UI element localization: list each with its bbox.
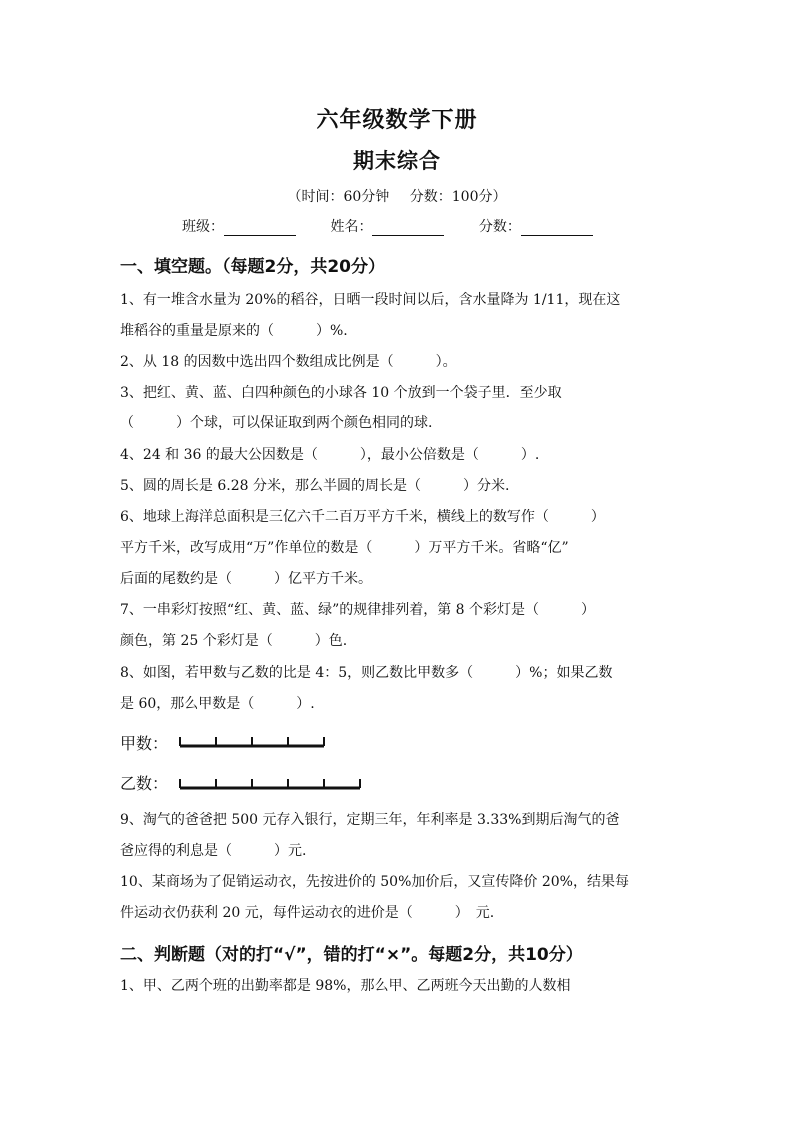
score-label: 分数：	[478, 219, 521, 235]
question-line: 8、如图，若甲数与乙数的比是 4：5，则乙数比甲数多（ ）%；如果乙数	[120, 665, 613, 681]
yi-segment-bar	[180, 779, 360, 788]
question-line: 堆稻谷的重量是原来的（ ）%.	[120, 323, 348, 339]
question-line: 9、淘气的爸爸把 500 元存入银行，定期三年，年利率是 3.33%到期后淘气的爸	[120, 812, 620, 828]
score-info: 分数：100分）	[409, 189, 507, 205]
class-label: 班级：	[182, 219, 224, 235]
exam-title: 六年级数学下册	[316, 108, 478, 133]
question-line: 2、从 18 的因数中选出四个数组成比例是（ ）。	[120, 354, 457, 370]
question-line: 10、某商场为了促销运动衣，先按进价的 50%加价后，又宣传降价 20%，结果每	[120, 874, 629, 890]
question-line: 件运动衣仍获利 20 元，每件运动衣的进价是（ ） 元.	[120, 905, 495, 921]
question-line: 3、把红、黄、蓝、白四种颜色的小球各 10 个放到一个袋子里．至少取	[120, 385, 562, 401]
question-line: 爸应得的利息是（ ）元.	[120, 843, 307, 859]
question-line: 1、甲、乙两个班的出勤率都是 98%，那么甲、乙两班今天出勤的人数相	[120, 978, 571, 994]
time-info: （时间：60分钟	[287, 189, 390, 205]
section1-heading: 一、填空题。（每题2分，共20分）	[120, 257, 385, 277]
question-line: 5、圆的周长是 6.28 分米，那么半圆的周长是（ ）分米.	[120, 478, 510, 494]
question-line: 7、一串彩灯按照“红、黄、蓝、绿”的规律排列着，第 8 个彩灯是（ ）	[120, 602, 596, 618]
question-line: 1、有一堆含水量为 20%的稻谷，日晒一段时间以后，含水量降为 1/11，现在这	[120, 292, 621, 308]
question-line: 平方千米，改写成用“万”作单位的数是（ ）万平方千米。省略“亿”	[120, 540, 569, 556]
question-line: 后面的尾数约是（ ）亿平方千米。	[120, 571, 372, 587]
question-line: 颜色，第 25 个彩灯是（ ）色.	[120, 633, 348, 649]
jia-segment-bar	[180, 737, 324, 746]
name-label: 姓名：	[330, 219, 373, 235]
question-line: 是 60，那么甲数是（ ）.	[120, 696, 315, 712]
question-line: 4、24 和 36 的最大公因数是（ ），最小公倍数是（ ）.	[120, 447, 540, 463]
question-line: （ ）个球，可以保证取到两个颜色相同的球.	[120, 415, 433, 431]
exam-subtitle: 期末综合	[353, 149, 441, 173]
jia-label: 甲数：	[120, 734, 169, 753]
yi-label: 乙数：	[120, 774, 169, 793]
question-line: 6、地球上海洋总面积是三亿六千二百万平方千米，横线上的数写作（ ）	[120, 509, 605, 525]
section2-heading: 二、判断题（对的打“√”，错的打“×”。每题2分，共10分）	[120, 945, 583, 965]
